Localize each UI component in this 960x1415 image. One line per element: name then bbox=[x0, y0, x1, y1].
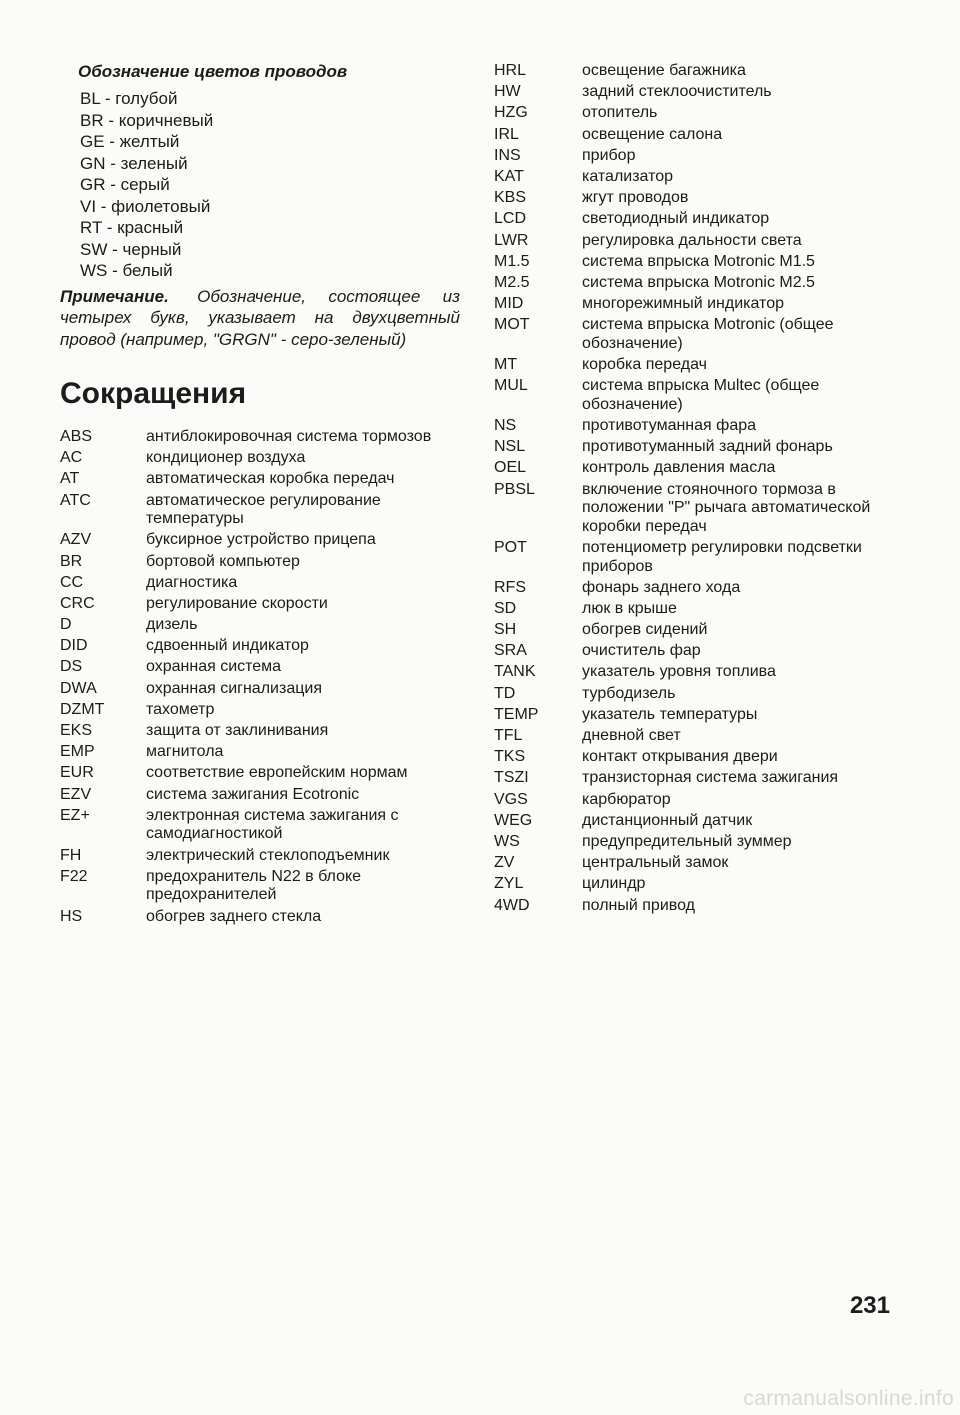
abbreviation-description: освещение салона bbox=[582, 125, 723, 143]
abbreviation-description: очиститель фар bbox=[582, 642, 701, 660]
abbreviation-code: M1.5 bbox=[494, 252, 530, 270]
abbreviation-row bbox=[494, 377, 914, 414]
abbreviation-description: предохранитель N22 в блоке предохранителей bbox=[146, 867, 362, 904]
abbreviation-row bbox=[60, 658, 460, 677]
abbreviation-row bbox=[60, 428, 460, 447]
abbreviation-code: ZYL bbox=[494, 875, 524, 893]
abbreviation-description: люк в крыше bbox=[582, 599, 677, 617]
abbreviation-description: дневной свет bbox=[582, 727, 681, 745]
abbreviation-description: дизель bbox=[146, 616, 198, 634]
abbreviation-description: карбюратор bbox=[582, 790, 671, 808]
abbreviation-code: IRL bbox=[494, 125, 519, 143]
abbreviation-code: EZV bbox=[60, 785, 92, 803]
abbreviation-description: тахометр bbox=[146, 700, 215, 718]
abbreviation-code: KBS bbox=[494, 189, 527, 207]
abbreviation-description: охранная сигнализация bbox=[146, 679, 322, 697]
abbreviation-description: система впрыска Multec (общее обозначение) bbox=[582, 377, 820, 413]
abbreviation-description: потенциометр регулировки подсветки приборов bbox=[582, 538, 862, 575]
wire-color-item: RT - красный bbox=[80, 218, 184, 237]
abbreviation-description: прибор bbox=[582, 146, 636, 164]
abbreviation-description: центральный замок bbox=[582, 854, 729, 872]
abbreviation-row bbox=[494, 295, 914, 314]
abbreviation-row bbox=[494, 481, 914, 537]
abbreviation-code: SD bbox=[494, 599, 517, 617]
abbreviation-description: регулировка дальности света bbox=[582, 231, 802, 249]
abbreviation-code: RFS bbox=[494, 578, 526, 596]
abbreviation-code: TKS bbox=[494, 748, 526, 766]
abbreviation-description: жгут проводов bbox=[582, 189, 689, 207]
abbreviation-code: ZV bbox=[494, 854, 515, 872]
abbreviation-row bbox=[494, 727, 914, 746]
abbreviation-code: MT bbox=[494, 356, 518, 374]
abbreviation-code: AC bbox=[60, 449, 83, 467]
abbreviation-code: BR bbox=[60, 552, 83, 570]
wire-color-item: GR - серый bbox=[80, 175, 170, 194]
wire-colors-title: Обозначение цветов проводов bbox=[78, 62, 348, 81]
abbreviation-description: включение стояночного тормоза в положении "P" рычага автоматической коробки передач bbox=[582, 480, 871, 535]
abbreviation-code: WEG bbox=[494, 811, 533, 829]
abbreviation-row bbox=[494, 83, 914, 102]
abbreviation-code: MOT bbox=[494, 316, 530, 334]
abbreviation-row bbox=[494, 189, 914, 208]
abbreviation-code: HRL bbox=[494, 62, 527, 79]
abbreviation-row bbox=[494, 459, 914, 478]
wire-color-item: SW - черный bbox=[80, 239, 182, 259]
abbreviation-description: освещение багажника bbox=[582, 62, 746, 79]
abbreviation-row bbox=[494, 316, 914, 353]
abbreviation-row bbox=[494, 253, 914, 272]
right-column bbox=[494, 62, 914, 918]
abbreviation-row bbox=[60, 680, 460, 699]
wire-color-item: GE - желтый bbox=[80, 132, 180, 151]
abbreviation-code: VGS bbox=[494, 790, 528, 808]
wire-color-item: GN - зеленый bbox=[80, 153, 188, 173]
abbreviation-row bbox=[60, 786, 460, 805]
abbreviation-description: цилиндр bbox=[582, 875, 646, 893]
abbreviation-code: EUR bbox=[60, 764, 94, 782]
abbreviation-row bbox=[494, 147, 914, 166]
abbreviation-code: DS bbox=[60, 658, 83, 676]
wire-colors-list bbox=[60, 88, 460, 282]
abbreviation-code: AT bbox=[60, 470, 80, 488]
abbreviation-code: KAT bbox=[494, 167, 524, 185]
abbreviation-description: фонарь заднего хода bbox=[582, 578, 741, 596]
abbreviation-description: многорежимный индикатор bbox=[582, 295, 784, 313]
abbreviation-description: автоматическое регулирование температуры bbox=[146, 491, 381, 528]
abbreviation-code: EZ+ bbox=[60, 806, 90, 824]
abbreviation-row bbox=[60, 595, 460, 614]
abbreviation-code: TEMP bbox=[494, 705, 539, 723]
abbreviation-code: MUL bbox=[494, 377, 528, 395]
abbreviation-row bbox=[494, 104, 914, 123]
abbreviation-code: OEL bbox=[494, 459, 527, 477]
abbreviation-description: обогрев сидений bbox=[582, 621, 708, 639]
abbreviation-row bbox=[494, 232, 914, 251]
wire-colors-note bbox=[60, 286, 460, 351]
abbreviation-code: DWA bbox=[60, 679, 97, 697]
abbreviation-code: SH bbox=[494, 621, 517, 639]
abbreviation-list-left bbox=[60, 428, 460, 926]
abbreviation-description: турбодизель bbox=[582, 684, 676, 702]
abbreviation-description: охранная система bbox=[146, 658, 282, 676]
abbreviation-description: противотуманная фара bbox=[582, 417, 757, 434]
abbreviation-description: коробка передач bbox=[582, 356, 707, 374]
abbreviation-description: контроль давления масла bbox=[582, 459, 776, 477]
abbreviation-code: HZG bbox=[494, 104, 528, 122]
footer-watermark: carmanualsonline.info bbox=[743, 1387, 954, 1410]
abbreviation-row bbox=[60, 701, 460, 720]
abbreviation-description: магнитола bbox=[146, 743, 224, 761]
abbreviation-row bbox=[494, 417, 914, 436]
abbreviation-code: NSL bbox=[494, 438, 526, 456]
abbreviation-code: CC bbox=[60, 573, 84, 591]
abbreviation-description: антиблокировочная система тормозов bbox=[146, 428, 432, 445]
abbreviation-row bbox=[494, 791, 914, 810]
abbreviation-description: электронная система зажигания с самодиагностикой bbox=[146, 806, 399, 843]
left-column bbox=[60, 62, 460, 929]
abbreviation-row bbox=[60, 492, 460, 529]
abbreviation-code: LWR bbox=[494, 231, 529, 249]
abbreviation-row bbox=[494, 126, 914, 145]
abbreviation-code: CRC bbox=[60, 594, 95, 612]
abbreviation-row bbox=[494, 706, 914, 725]
abbreviation-row bbox=[60, 616, 460, 635]
abbreviation-code: MID bbox=[494, 295, 524, 313]
abbreviation-code: ABS bbox=[60, 428, 93, 445]
abbreviation-description: контакт открывания двери bbox=[582, 748, 778, 766]
abbreviation-description: электрический стеклоподъемник bbox=[146, 846, 390, 864]
abbreviation-code: 4WD bbox=[494, 896, 530, 914]
abbreviation-row bbox=[494, 685, 914, 704]
abbreviation-row bbox=[494, 663, 914, 682]
abbreviation-row bbox=[494, 621, 914, 640]
note-text: Обозначение, состоящее из четырех букв, указывает на двухцветный провод (например, "GRGN" - серо-зеленый) bbox=[60, 286, 460, 349]
abbreviation-code: LCD bbox=[494, 210, 527, 228]
wire-color-item: VI - фиолетовый bbox=[80, 196, 211, 216]
abbreviation-description: указатель уровня топлива bbox=[582, 663, 776, 681]
abbreviation-code: HS bbox=[60, 907, 83, 925]
abbreviation-row bbox=[494, 748, 914, 767]
abbreviation-code: EKS bbox=[60, 722, 93, 740]
abbreviation-row bbox=[494, 897, 914, 916]
abbreviation-description: сдвоенный индикатор bbox=[146, 637, 309, 655]
abbreviation-row bbox=[494, 168, 914, 187]
abbreviation-code: M2.5 bbox=[494, 273, 530, 291]
abbreviation-row bbox=[60, 743, 460, 762]
abbreviation-row bbox=[494, 62, 914, 81]
abbreviation-row bbox=[60, 908, 460, 927]
abbreviation-row bbox=[60, 637, 460, 656]
abbreviation-description: система зажигания Ecotronic bbox=[146, 785, 360, 803]
abbreviation-row bbox=[60, 574, 460, 593]
abbreviation-code: WS bbox=[494, 832, 520, 850]
abbreviation-row bbox=[494, 274, 914, 293]
abbreviation-code: NS bbox=[494, 417, 517, 434]
abbreviation-code: EMP bbox=[60, 743, 95, 761]
abbreviation-row bbox=[494, 600, 914, 619]
abbreviation-description: задний стеклоочиститель bbox=[582, 83, 772, 101]
wire-color-item: BL - голубой bbox=[80, 89, 178, 108]
abbreviation-description: предупредительный зуммер bbox=[582, 832, 792, 850]
abbreviation-code: ATC bbox=[60, 491, 91, 509]
wire-color-item: BR - коричневый bbox=[80, 110, 214, 130]
abbreviation-description: соответствие европейским нормам bbox=[146, 764, 408, 782]
abbreviation-row bbox=[494, 579, 914, 598]
abbreviation-code: HW bbox=[494, 83, 521, 101]
abbreviation-row bbox=[494, 210, 914, 229]
abbreviation-code: DID bbox=[60, 637, 88, 655]
abbreviation-row bbox=[494, 539, 914, 576]
abbreviation-code: FH bbox=[60, 846, 82, 864]
abbreviation-row bbox=[60, 553, 460, 572]
abbreviation-code: TD bbox=[494, 684, 516, 702]
abbreviation-code: INS bbox=[494, 146, 521, 164]
abbreviation-description: система впрыска Motronic (общее обозначение) bbox=[582, 316, 834, 352]
abbreviation-description: катализатор bbox=[582, 167, 674, 185]
abbreviation-description: дистанционный датчик bbox=[582, 811, 753, 829]
abbreviation-code: PBSL bbox=[494, 480, 535, 498]
abbreviation-row bbox=[60, 764, 460, 783]
abbreviation-code: D bbox=[60, 616, 72, 634]
abbreviation-list-right bbox=[494, 62, 914, 915]
abbreviation-row bbox=[60, 449, 460, 468]
page-number: 231 bbox=[849, 1292, 890, 1319]
abbreviation-description: бортовой компьютер bbox=[146, 552, 300, 570]
abbreviation-code: SRA bbox=[494, 642, 527, 660]
abbreviation-description: защита от заклинивания bbox=[146, 722, 329, 740]
abbreviation-code: TFL bbox=[494, 727, 523, 745]
abbreviation-row bbox=[60, 807, 460, 844]
abbreviation-row bbox=[494, 833, 914, 852]
abbreviation-row bbox=[494, 875, 914, 894]
abbreviation-code: DZMT bbox=[60, 700, 105, 718]
abbreviation-description: транзисторная система зажигания bbox=[582, 769, 839, 787]
note-label: Примечание. bbox=[60, 286, 169, 306]
abbreviation-row bbox=[494, 438, 914, 457]
abbreviation-code: F22 bbox=[60, 867, 88, 885]
abbreviation-row bbox=[494, 642, 914, 661]
abbreviation-description: диагностика bbox=[146, 573, 238, 591]
abbreviation-row bbox=[494, 356, 914, 375]
section-title: Сокращения bbox=[60, 377, 247, 410]
abbreviation-row bbox=[494, 812, 914, 831]
abbreviation-code: POT bbox=[494, 538, 527, 556]
abbreviation-description: кондиционер воздуха bbox=[146, 449, 306, 467]
abbreviation-row bbox=[60, 722, 460, 741]
abbreviation-description: обогрев заднего стекла bbox=[146, 907, 322, 925]
abbreviation-description: светодиодный индикатор bbox=[582, 210, 770, 228]
abbreviation-description: регулирование скорости bbox=[146, 594, 328, 612]
abbreviation-row bbox=[60, 531, 460, 550]
wire-color-item: WS - белый bbox=[80, 261, 173, 280]
abbreviation-row bbox=[494, 769, 914, 788]
abbreviation-row bbox=[494, 854, 914, 873]
abbreviation-code: TSZI bbox=[494, 769, 529, 787]
abbreviation-description: система впрыска Motronic M1.5 bbox=[582, 252, 815, 270]
abbreviation-row bbox=[60, 470, 460, 489]
abbreviation-code: TANK bbox=[494, 663, 536, 681]
abbreviation-description: автоматическая коробка передач bbox=[146, 470, 395, 488]
abbreviation-description: полный привод bbox=[582, 896, 695, 914]
abbreviation-code: AZV bbox=[60, 531, 92, 549]
abbreviation-row bbox=[60, 847, 460, 866]
abbreviation-description: противотуманный задний фонарь bbox=[582, 438, 833, 456]
abbreviation-description: указатель температуры bbox=[582, 705, 758, 723]
abbreviation-description: система впрыска Motronic M2.5 bbox=[582, 273, 815, 291]
abbreviation-row bbox=[60, 868, 460, 905]
abbreviation-description: буксирное устройство прицепа bbox=[146, 531, 376, 549]
abbreviation-description: отопитель bbox=[582, 104, 658, 122]
